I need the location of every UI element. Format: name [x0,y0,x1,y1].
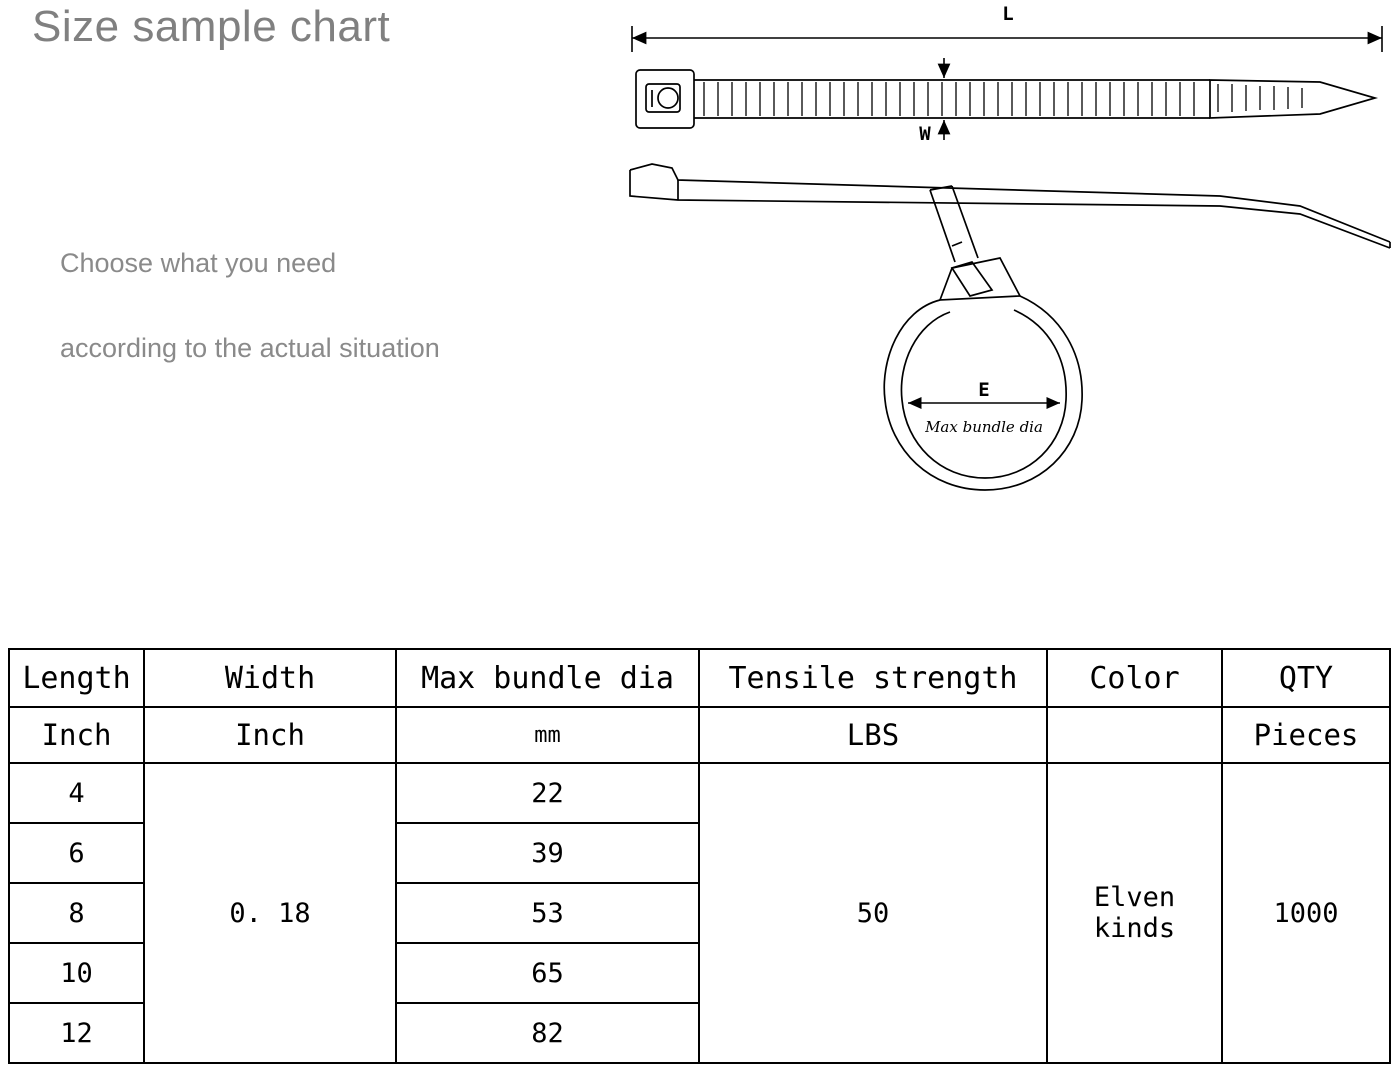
label-e-caption: Max bundle dia [925,418,1043,436]
header-color: Color [1047,649,1222,707]
cell-max-bundle-dia: 22 [396,763,699,823]
caption-line-2: according to the actual situation [60,333,440,363]
cable-tie-top-view [636,70,1375,128]
label-width: W [919,123,931,145]
unit-color [1047,707,1222,763]
label-length: L [1002,3,1014,25]
table-units-row [9,707,1390,763]
header-tensile-strength: Tensile strength [699,649,1047,707]
cell-length: 12 [9,1003,144,1063]
cell-length: 6 [9,823,144,883]
cell-tensile-strength: 50 [699,763,1047,1063]
length-dimension [632,26,1382,52]
cable-tie-side-view [630,164,1390,248]
cell-length: 4 [9,763,144,823]
table-header-row [9,649,1390,707]
cable-tie-loop-view [884,186,1082,490]
spec-table [8,648,1391,1064]
spec-table-wrapper [8,648,1391,1064]
cell-max-bundle-dia: 65 [396,943,699,1003]
header-width: Width [144,649,396,707]
cell-width: 0. 18 [144,763,396,1063]
unit-qty: Pieces [1222,707,1390,763]
label-e: E [978,379,990,401]
unit-length: Inch [9,707,144,763]
header-max-bundle-dia: Max bundle dia [396,649,699,707]
cell-max-bundle-dia: 53 [396,883,699,943]
unit-width: Inch [144,707,396,763]
header-qty: QTY [1222,649,1390,707]
page-title: Size sample chart [32,2,391,51]
cell-max-bundle-dia: 39 [396,823,699,883]
caption-line-1: Choose what you need [60,248,337,278]
unit-tensile-strength: LBS [699,707,1047,763]
unit-max-bundle-dia: mm [396,707,699,763]
cell-qty: 1000 [1222,763,1390,1063]
header-length: Length [9,649,144,707]
cell-length: 10 [9,943,144,1003]
cable-tie-diagram [600,0,1399,540]
table-row [9,763,1390,823]
cell-color: Elven kinds [1047,763,1222,1063]
cell-max-bundle-dia: 82 [396,1003,699,1063]
cell-length: 8 [9,883,144,943]
